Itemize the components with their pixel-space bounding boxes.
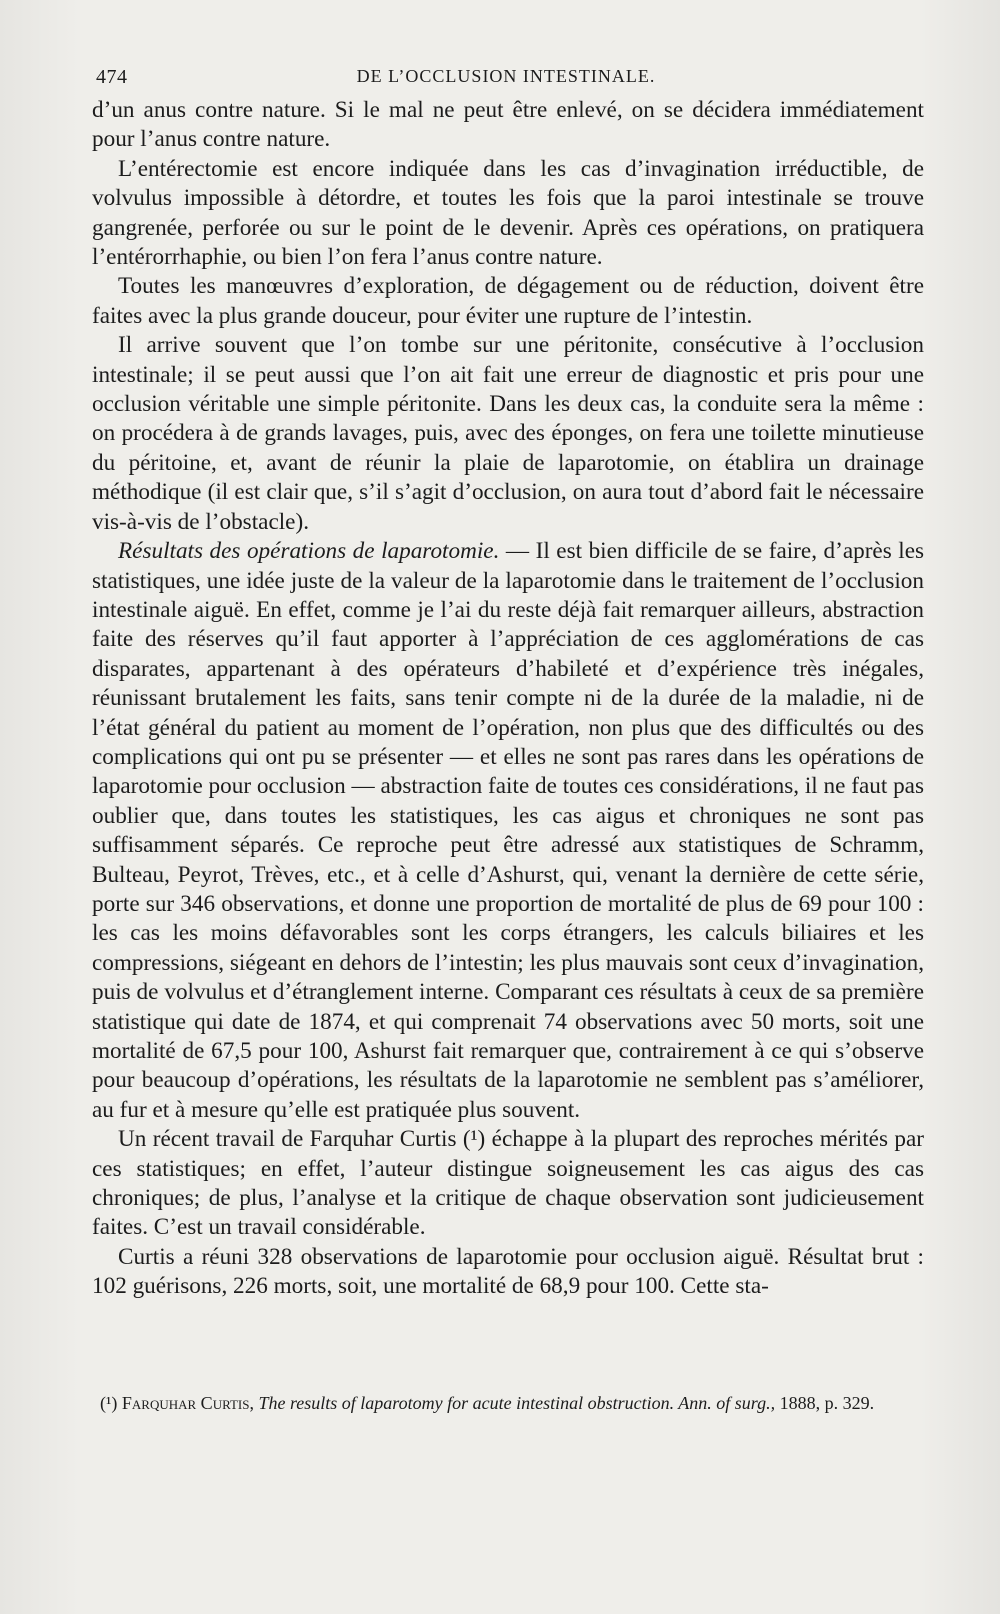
footnote-author: Farquhar Curtis,: [121, 1393, 254, 1413]
paragraph: d’un anus contre nature. Si le mal ne peut être enlevé, on se décidera immédiatement pour l’anus contre nature.: [92, 97, 924, 153]
page-header: [96, 62, 916, 92]
paragraph: Il arrive souvent que l’on tombe sur une péritonite, consécutive à l’occlusion intestinale; il se peut aussi que l’on ait fait une erreur de diagnostic et pris pour une occlusion véritable une simple péritonite. Dans les deux cas, la conduite sera la même : on procédera à de grands lavages, puis, avec des éponges, on fera une toilette minutieuse du péritoine, et, avant de réunir la plaie de laparotomie, on établira un drainage méthodique (il est clair que, s’il s’agit d’occlusion, on aura tout d’abord fait le nécessaire vis-à-vis de l’obstacle).: [92, 332, 924, 535]
paragraph: Toutes les manœuvres d’exploration, de dégagement ou de réduction, doivent être faites avec la plus grande douceur, pour éviter une rupture de l’intestin.: [92, 273, 924, 329]
paragraph: Un récent travail de Farquhar Curtis (¹) échappe à la plupart des reproches mérités par ces statistiques; en effet, l’auteur distingue soigneusement les cas aigus des cas chroniques; de plus, l’analyse et la critique de chaque observation sont judicieusement faites. C’est un travail considérable.: [92, 1126, 924, 1241]
body-text: [92, 96, 924, 1302]
footnote-marker: (¹): [100, 1393, 118, 1413]
page-number: 474: [96, 66, 128, 88]
section-heading: Résultats des opérations de laparotomie.: [118, 538, 500, 565]
footnote: [80, 1392, 920, 1415]
footnote-title: The results of laparotomy for acute intestinal obstruction. Ann. of surg.,: [258, 1393, 776, 1413]
paragraph: Curtis a réuni 328 observations de laparotomie pour occlusion aiguë. Résultat brut : 102 guérisons, 226 morts, soit, une mortalité de 68,9 pour 100. Cette sta-: [92, 1243, 924, 1300]
paragraph-results: [92, 537, 924, 1125]
paragraph-text: — Il est bien difficile de se faire, d’après les statistiques, une idée juste de la valeur de la laparotomie dans le traitement de l’occlusion intestinale aiguë. En effet, comme je l’ai du reste déjà fait remarquer ailleurs, abstraction faite des réserves qu’il faut apporter à l’appréciation de ces agglomérations de cas disparates, appartenant à des opérateurs d’habileté et d’expérience très inégales, réunissant brutalement les faits, sans tenir compte ni de la durée de la maladie, ni de l’état général du patient au moment de l’opération, non plus que des difficultés ou des complications qui ont pu se présenter — et elles ne sont pas rares dans les opérations de laparotomie pour occlusion — abstraction faite de toutes ces considérations, il ne faut pas oublier que, dans toutes les statistiques, les cas aigus et chroniques ne sont pas suffisamment séparés. Ce reproche peut être adressé aux statistiques de Schramm, Bulteau, Peyrot, Trèves, etc., et à celle d’Ashurst, qui, venant la dernière de cette série, porte sur 346 observations, et donne une proportion de mortalité de plus de 69 pour 100 : les cas les moins défavorables sont les corps étrangers, les calculs biliaires et les compressions, siégeant en dehors de l’intestin; les plus mauvais sont ceux d’invagination, puis de volvulus et d’étranglement interne. Comparant ces résultats à ceux de sa première statistique qui date de 1874, et qui comprenait 74 observations avec 50 morts, soit une mortalité de 67,5 pour 100, Ashurst fait remarquer que, contrairement à ce qui s’observe pour beaucoup d’opérations, les résultats de la laparotomie ne semblent pas s’améliorer, au fur et à mesure qu’elle est pratiquée plus souvent.: [92, 538, 925, 1123]
paragraph: L’entérectomie est encore indiquée dans les cas d’invagination irréductible, de volvulus impossible à détordre, et toutes les fois que la paroi intestinale se trouve gangrenée, perforée ou sur le point de le devenir. Après ces opérations, on pratiquera l’entérorrhaphie, ou bien l’on fera l’anus contre nature.: [92, 155, 924, 271]
running-head: DE L’OCCLUSION INTESTINALE.: [356, 66, 656, 86]
footnote-rest: 1888, p. 329.: [779, 1393, 875, 1413]
footnotes: [80, 1392, 920, 1415]
